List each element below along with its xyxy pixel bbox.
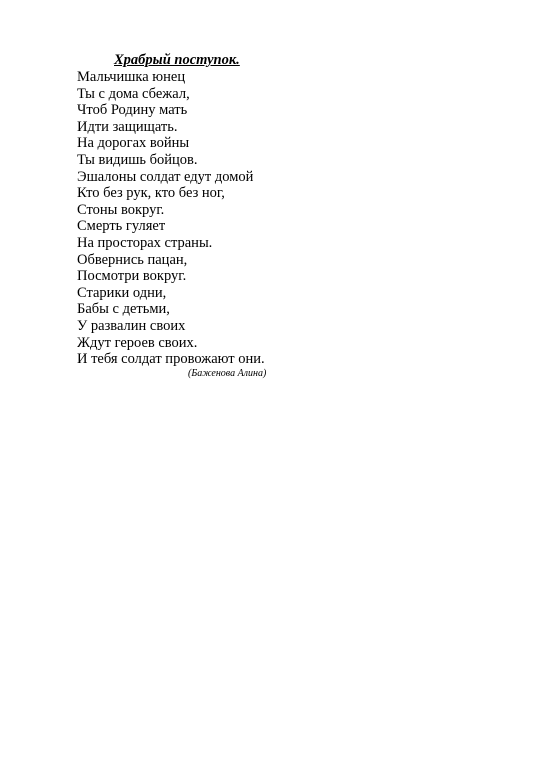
poem-line: Стоны вокруг.: [77, 201, 165, 218]
poem: [77, 52, 337, 380]
poem-line: Ты с дома сбежал,: [77, 85, 190, 102]
poem-line: И тебя солдат провожают они.: [77, 351, 265, 368]
poem-line: На просторах страны.: [77, 234, 213, 251]
poem-line: Кто без рук, кто без ног,: [77, 185, 225, 202]
poem-line: Бабы с детьми,: [77, 301, 170, 318]
poem-line: У развалин своих: [77, 317, 186, 334]
poem-line: Чтоб Родину мать: [77, 102, 188, 119]
poem-author: (Баженова Алина): [188, 367, 267, 379]
poem-line: На дорогах войны: [77, 135, 190, 152]
poem-line: Мальчишка юнец: [77, 69, 186, 85]
poem-line: Ты видишь бойцов.: [77, 151, 198, 168]
poem-line: Смерть гуляет: [77, 218, 166, 235]
poem-line: Посмотри вокруг.: [77, 268, 187, 285]
poem-line: Ждут героев своих.: [77, 334, 198, 351]
poem-lines: [77, 69, 337, 368]
poem-line: Идти защищать.: [77, 118, 178, 135]
poem-line: Обвернись пацан,: [77, 251, 188, 268]
poem-title: Храбрый поступок.: [114, 52, 240, 68]
poem-line: Эшалоны солдат едут домой: [77, 168, 254, 185]
poem-line: Старики одни,: [77, 284, 167, 301]
